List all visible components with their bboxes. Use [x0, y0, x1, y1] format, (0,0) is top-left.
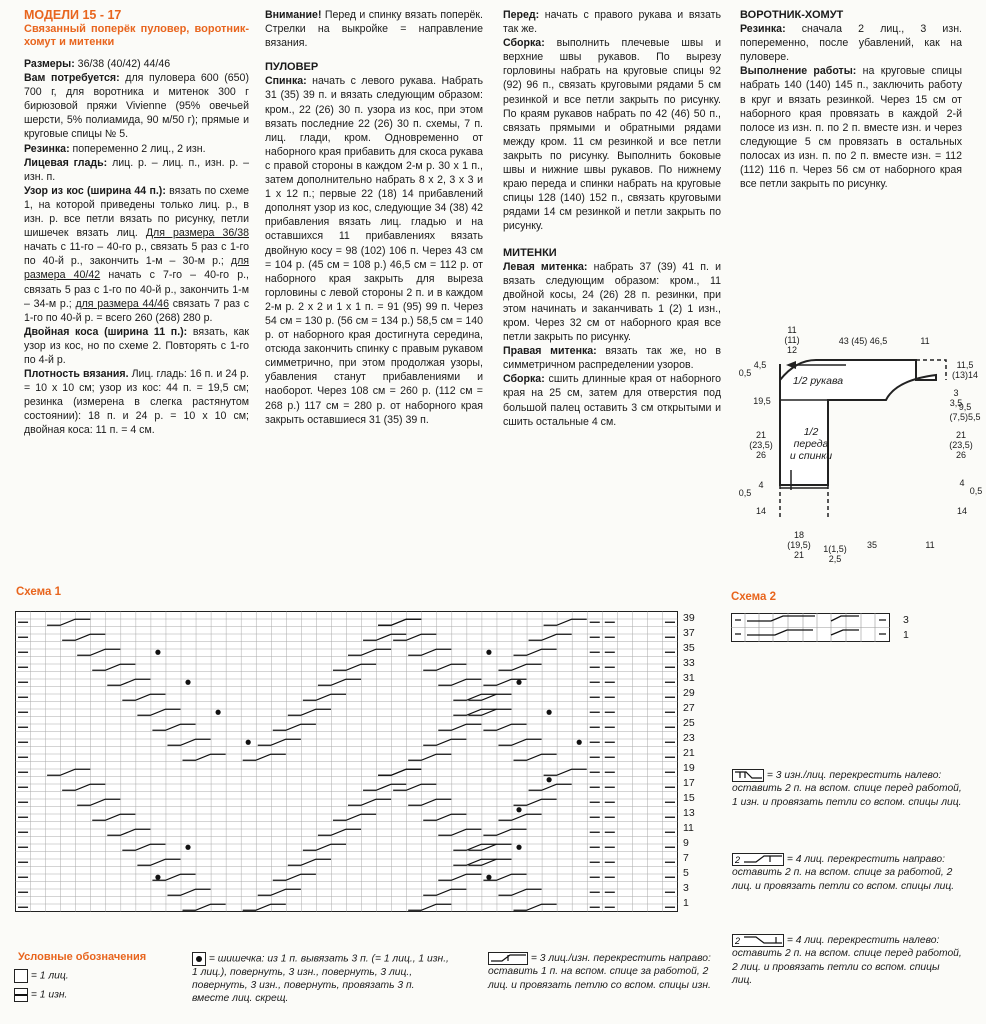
bobble-mark — [155, 650, 160, 655]
svg-text:2: 2 — [735, 855, 741, 865]
back-instructions: Спинка: начать с левого рукава. Набрать 31 (35) 39 п. и вязать следующим образом: кром., 22 (26) 30 п. узора из кос, при этом вязать последние 22 (26) 30 п. схемы, 7 п. лиц. глади, кром. Одновременно от наборного края прибавить для скоса рукава с правой стороны в каждом 2-м р. 30 х 1 п., затем дополнительно набрать 8 х 2, 3 х 3 и 1 х 12 п.; первые 22 (18) 14 прибавлений дополнят узор из кос, следующие 34 (38) 42 прибавления вязать лиц. гладью и на оставшихся 11 прибавлениях вязать двойную косу = 98 (102) 106 п. Через 43 см = 104 р. (45 см = 108 р.) 46,5 см = 112 р. от наборного края закрыть для выреза горловины с левой стороны 2 п. и в каждом 2-м р. 2 х 2 и 1 х 1 п. = 91 (95) 99 п. Через 54 см = 130 р. (56 см = 134 р.) 58,5 см = 140 р. от наборного края достигнута середина, отсюда закончить спинку с правым рукавом симметрично, при этом продолжая узоры, убавления станут прибавлениями и наоборот. Через 108 см = 260 р. (112 см = 268 р.) 117 см = 280 р. от наборного края закрыть оставшиеся 31 (35) 39 п. — [265, 75, 483, 426]
bobble-mark — [547, 710, 552, 715]
materials: Вам потребуется: для пуловера 600 (650) 700 г, для воротника и митенок 300 г бирюзовой пряжи Vivienne (95% овечьей шерсти, 5% полиамида, 90 м/50 г); прямые и круговые спицы № 5. — [24, 72, 249, 141]
dim-b1: 18 (19,5) 21 — [787, 530, 811, 560]
legend-cross3-left: = 3 изн./лиц. перекрестить налево: оставить 2 п. на вспом. спице перед работой, 1 изн. и провязать петли со вспом. спицы лиц. — [732, 770, 962, 808]
bobble-mark — [486, 875, 491, 880]
schema1-row-number: 21 — [683, 747, 695, 759]
schema1-row-number: 25 — [683, 717, 695, 729]
bobble-mark — [155, 875, 160, 880]
schema1-row-number: 31 — [683, 672, 695, 684]
dim-l4: 4 — [758, 480, 764, 490]
bobble-mark — [516, 807, 521, 812]
dim-r4: 21 (23,5) 26 — [949, 430, 973, 460]
bobble-mark — [246, 740, 251, 745]
schema1-row-number: 7 — [683, 852, 689, 864]
dim-l1: 4,5 — [753, 360, 767, 370]
dim-l4b: 0,5 — [738, 488, 752, 498]
schema1-row-number: 39 — [683, 612, 695, 624]
schema1-row-number: 13 — [683, 807, 695, 819]
schema1-row-number: 19 — [683, 762, 695, 774]
column-materials — [24, 8, 249, 438]
left-mitten: Левая митенка: набрать 37 (39) 41 п. и вязать следующим образом: кром., 11 двойной косы, 24 (26) 28 п. резинки, при этом начинать и заканчивать 1 (2) 1 изн., кром. Через 32 см от наборного края все петли закрыть по рисунку. — [503, 260, 722, 344]
collar-heading: ВОРОТНИК-ХОМУТ — [740, 9, 844, 21]
schema2-row-3: 3 — [903, 614, 909, 626]
dim-b2: 1(1,5) 2,5 — [823, 544, 847, 564]
dim-r6: 14 — [956, 506, 967, 516]
bobble-mark — [216, 710, 221, 715]
front-instructions: Перед: начать с правого рукава и вязать так же. — [503, 9, 721, 36]
knit-symbol-icon — [14, 969, 28, 983]
bobble-mark — [547, 777, 552, 782]
rib-pattern: Резинка: попеременно 2 лиц., 2 изн. — [24, 142, 206, 155]
schema1-row-number: 3 — [683, 882, 689, 894]
cross4-left-icon — [732, 934, 784, 947]
legend-title: Условные обозначения — [18, 951, 147, 963]
legend-cross3-right: = 3 лиц./изн. перекрестить направо: оставить 1 п. на вспом. спице за работой, 2 лиц. и провязать петлю со вспом. спицы изн. — [488, 953, 711, 991]
right-mitten: Правая митенка: вязать так же, но в симметричном распределении узоров. — [503, 345, 721, 372]
bobble-mark — [516, 680, 521, 685]
double-cable: Двойная коса (ширина 11 п.): вязать, как узор из кос, но по схеме 2. Повторять с 1-го по 4-й р. — [24, 325, 250, 366]
column-collar — [740, 8, 962, 191]
dim-l2: 19,5 — [753, 396, 771, 406]
bobble-mark — [516, 845, 521, 850]
legend-purl: = 1 изн. — [14, 988, 67, 1002]
schema1-row-number: 27 — [683, 702, 695, 714]
purl-symbol-icon — [14, 988, 28, 1002]
collar-work: Выполнение работы: на круговые спицы набрать 140 (140) 145 п., заключить работу в круг и вязать резинкой. Через 15 см от наборного края провязать в каждой 2-й полосе из изн. п. по 2 п. вместе изн. и через следующие 5 см провязать в остальных полосах из изн. п. по 2 п. вместе изн. = 112 (112) 116 п. Через 56 см от наборного края все петли закрыть по рисунку. — [740, 65, 962, 191]
bobble-mark — [185, 845, 190, 850]
schema1-row-number: 1 — [683, 897, 689, 909]
bobble-mark — [577, 740, 582, 745]
dim-r2: 3 3,5 — [949, 388, 963, 408]
schema2-title: Схема 2 — [731, 591, 777, 603]
dim-r5: 4 — [959, 478, 965, 488]
cross3-left-icon — [732, 769, 764, 782]
schema1-row-number: 5 — [683, 867, 689, 879]
mittens-heading: МИТЕНКИ — [503, 246, 557, 259]
schema1-title: Схема 1 — [16, 586, 62, 598]
schema1-row-number: 17 — [683, 777, 695, 789]
page-title: МОДЕЛИ 15 - 17 — [24, 8, 122, 22]
dim-r5b: 0,5 — [969, 486, 983, 496]
dim-r1: 11,5 (13)14 — [951, 360, 978, 380]
dim-b4: 11 — [925, 540, 935, 550]
legend-cross4-left: 2 = 4 лиц. перекрестить налево: оставить 2 п. на вспом. спице перед работой, 2 лиц. и провязать петли со вспом. спицы лиц. — [732, 935, 962, 986]
schema1-grid — [15, 611, 679, 913]
bobble-mark — [486, 650, 491, 655]
mitten-assembly: Сборка: сшить длинные края от наборного края на 25 см, затем для отверстия под большой палец оставить 3 см открытыми и сшить остальные 4 см. — [503, 373, 721, 428]
schema1-row-number: 37 — [683, 627, 695, 639]
bobble-mark — [185, 680, 190, 685]
schema1-row-number: 33 — [683, 657, 695, 669]
page-subtitle: Связанный поперёк пуловер, воротник-хомут и митенки — [24, 23, 249, 48]
svg-text:2: 2 — [735, 936, 741, 946]
schema2-grid — [731, 613, 891, 643]
dim-l3: 21 (23,5) 26 — [749, 430, 773, 460]
legend-knit: = 1 лиц. — [14, 969, 69, 983]
schema2-row-1: 1 — [903, 629, 909, 641]
cable-pattern: Узор из кос (ширина 44 п.): вязать по схеме 1, на которой приведены только лиц. р., в изн. р. все петли вязать по рисунку, петли шишечек вязать лиц. Для размера 36/38 начать с 11-го – 40-го р., связать 5 раз с 1-го по 40-й р., закончить 1-м – 30-м р.; для размера 40/42 начать с 7-го – 40-го р., связать 5 раз с 1-го по 40-й р., закончить 1-м – 34-м р.; для размера 44/46 связать 7 раз с 1-го по 40-й р. = всего 260 (268) 280 р. — [24, 184, 249, 324]
cross4-right-icon — [732, 853, 784, 866]
dim-r3: 9,5 (7,5)5,5 — [949, 402, 981, 422]
dim-l1b: 0,5 — [738, 368, 752, 378]
bobble-symbol-icon — [192, 952, 206, 966]
legend-cross4-right: 2 = 4 лиц. перекрестить направо: оставить 2 п. на вспом. спице за работой, 2 лиц. и провязать петли со вспом. спицы лиц. — [732, 854, 955, 892]
gauge: Плотность вязания. Лиц. гладь: 16 п. и 24 р. = 10 х 10 см; узор из кос: 44 п. = 19,5 см; резинка (измерена в слегка растянутом состоянии): 18 п. и 24 р. = 10 х 10 см; двойная коса: 11 п. = 4 см. — [24, 368, 249, 437]
dim-b3: 35 — [866, 540, 877, 550]
body-label: 1/2 переда и спинки — [789, 426, 833, 462]
attention-note: Внимание! Перед и спинку вязать поперёк. Стрелки на выкройке = направление вязания. — [265, 9, 483, 50]
schema1-row-number: 11 — [683, 822, 694, 834]
schema1-row-number: 23 — [683, 732, 695, 744]
column-front-mittens — [503, 8, 721, 429]
sizes: Размеры: 36/38 (40/42) 44/46 — [24, 58, 171, 70]
stockinette: Лицевая гладь: лиц. р. – лиц. п., изн. р. – изн. п. — [24, 156, 249, 183]
schema1-row-number: 9 — [683, 837, 689, 849]
pullover-heading: ПУЛОВЕР — [265, 61, 319, 74]
cross3-right-icon — [488, 952, 528, 965]
assembly-instructions: Сборка: выполнить плечевые швы и верхние швы рукавов. По вырезу горловины набрать на круговые спицы 92 (92) 96 п., связать круговыми рядами 5 см резинкой и все петли закрыть по рисунку. По краям рукавов набрать по 42 (46) 50 п., связать прямыми и обратными рядами между кром. 11 см резинкой и все петли закрыть по рисунку. Выполнить боковые швы и нижние швы рукавов. По нижнему краю переда и спинки набрать на круговые спицы 128 (140) 152 п., связать круговыми рядами 14 см резинкой и петли закрыть по рисунку. — [503, 37, 721, 233]
schema1-row-number: 35 — [683, 642, 695, 654]
dim-l5: 14 — [755, 506, 766, 516]
schema1-row-number: 15 — [683, 792, 695, 804]
schema1-row-number: 29 — [683, 687, 695, 699]
sleeve-label: 1/2 рукава — [792, 375, 844, 387]
dim-top-right: 11 — [920, 336, 930, 346]
legend-bobble: = шишечка: из 1 п. вывязать 3 п. (= 1 лиц., 1 изн., 1 лиц.), повернуть, 3 изн., повернуть, 3 лиц., повернуть, 3 изн., повернуть, провязать 3 п. вместе лиц. скрещ. — [192, 953, 449, 1005]
dim-top-left: 11 (11) 12 — [784, 325, 800, 355]
collar-rib: Резинка: сначала 2 лиц., 3 изн. попеременно, после убавлений, как на пуловере. — [740, 23, 962, 64]
column-pullover — [265, 8, 483, 427]
dim-top: 43 (45) 46,5 — [838, 336, 888, 346]
